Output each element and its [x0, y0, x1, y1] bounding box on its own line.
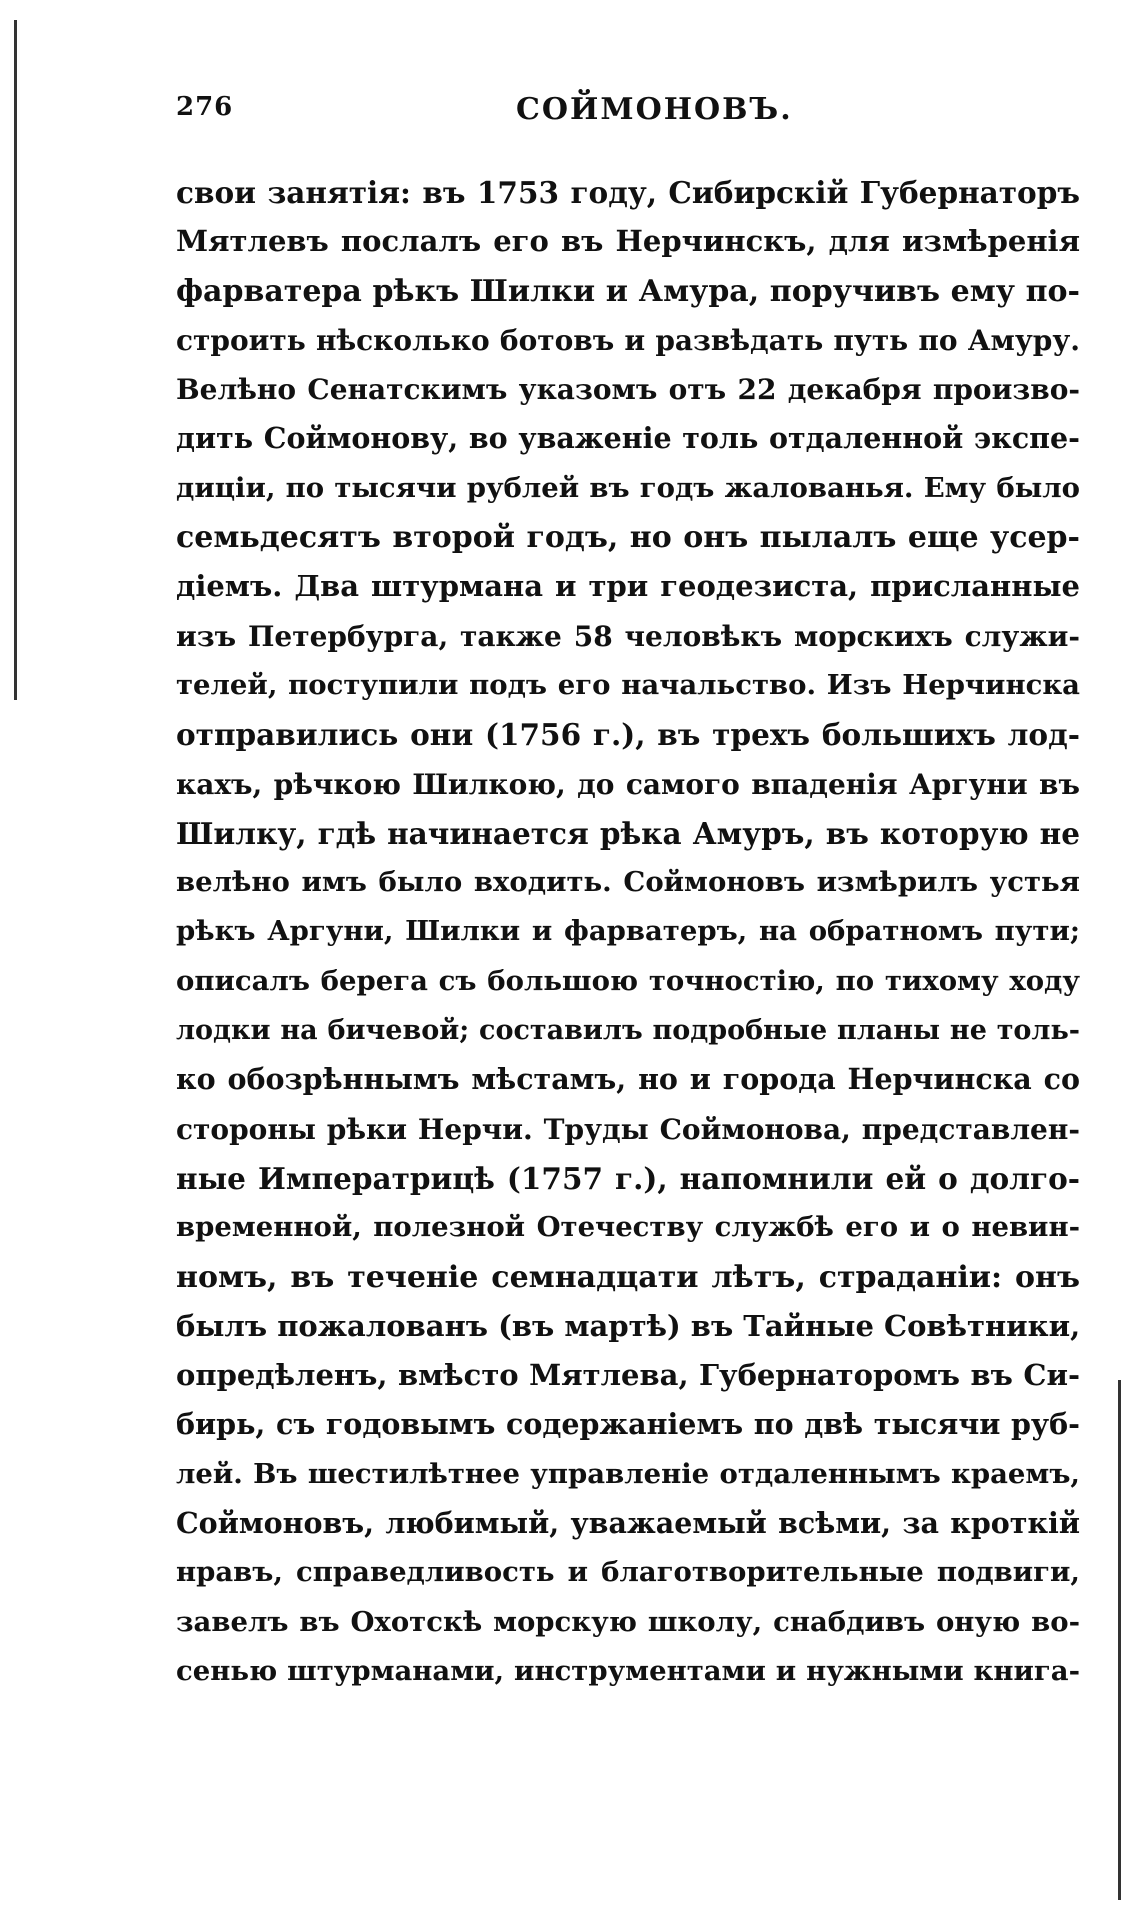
text-line: лей. Въ шестилѣтнее управленіе отдаленнымъ краемъ, [176, 1457, 1080, 1490]
running-head: СОЙМОНОВЪ. [516, 92, 793, 127]
text-line: временной, полезной Отечеству службѣ его и о невин- [176, 1211, 1080, 1244]
text-line: нравъ, справедливость и благотворительные подвиги, [176, 1556, 1080, 1589]
text-line: Мятлевъ послалъ его въ Нерчинскъ, для измѣренія [176, 224, 1080, 259]
text-line: номъ, въ теченіе семнадцати лѣтъ, страданіи: онъ [176, 1259, 1080, 1295]
text-line: бирь, съ годовымъ содержаніемъ по двѣ тысячи руб- [176, 1407, 1080, 1442]
text-line: Велѣно Сенатскимъ указомъ отъ 22 декабря произво- [176, 373, 1080, 407]
text-line: строить нѣсколько ботовъ и развѣдать путь по Амуру. [176, 323, 1080, 357]
text-line: діемъ. Два штурмана и три геодезиста, присланные [176, 569, 1080, 604]
text-line: ко обозрѣннымъ мѣстамъ, но и города Нерчинска со [176, 1062, 1080, 1097]
text-line: описалъ берега съ большою точностію, по тихому ходу [176, 964, 1080, 997]
text-line: семьдесятъ второй годъ, но онъ пылалъ еще усер- [176, 520, 1080, 556]
text-line: былъ пожалованъ (въ мартѣ) въ Тайные Совѣтники, [176, 1308, 1080, 1343]
left-margin-rule [14, 20, 17, 700]
page-number: 276 [176, 92, 234, 122]
text-line: кахъ, рѣчкою Шилкою, до самого впаденія Аргуни въ [176, 767, 1080, 801]
text-line: стороны рѣки Нерчи. Труды Соймонова, представлен- [176, 1112, 1080, 1146]
text-line: диціи, по тысячи рублей въ годъ жалованья. Ему было [176, 471, 1080, 504]
text-line: изъ Петербурга, также 58 человѣкъ морскихъ служи- [176, 619, 1080, 653]
text-line: опредѣленъ, вмѣсто Мятлева, Губернаторомъ въ Си- [176, 1358, 1080, 1393]
text-line: лодки на бичевой; составилъ подробные планы не толь- [176, 1015, 1080, 1047]
text-line: отправились они (1756 г.), въ трехъ большихъ лод- [176, 717, 1080, 753]
text-line: свои занятія: въ 1753 году, Сибирскій Губернаторъ [176, 175, 1080, 210]
text-line: Соймоновъ, любимый, уважаемый всѣми, за кроткій [176, 1506, 1080, 1541]
text-line: Шилку, гдѣ начинается рѣка Амуръ, въ которую не [176, 815, 1080, 851]
text-line: ные Императрицѣ (1757 г.), напомнили ей о долго- [176, 1160, 1080, 1196]
right-margin-rule [1118, 1380, 1121, 1900]
text-line: телей, поступили подъ его начальство. Изъ Нерчинска [176, 668, 1080, 701]
text-line: завелъ въ Охотскѣ морскую школу, снабдивъ оную во- [176, 1605, 1080, 1638]
text-line: сенью штурманами, инструментами и нужными книга- [176, 1654, 1080, 1687]
text-line: фарватера рѣкъ Шилки и Амура, поручивъ ему по- [176, 273, 1080, 309]
page-header [176, 92, 1076, 138]
text-line: велѣно имъ было входить. Соймоновъ измѣрилъ устья [176, 866, 1080, 899]
text-line: рѣкъ Аргуни, Шилки и фарватеръ, на обратномъ пути; [176, 915, 1080, 948]
text-line: дить Соймонову, во уваженіе толь отдаленной экспе- [176, 421, 1080, 456]
body-text [176, 168, 1080, 1696]
